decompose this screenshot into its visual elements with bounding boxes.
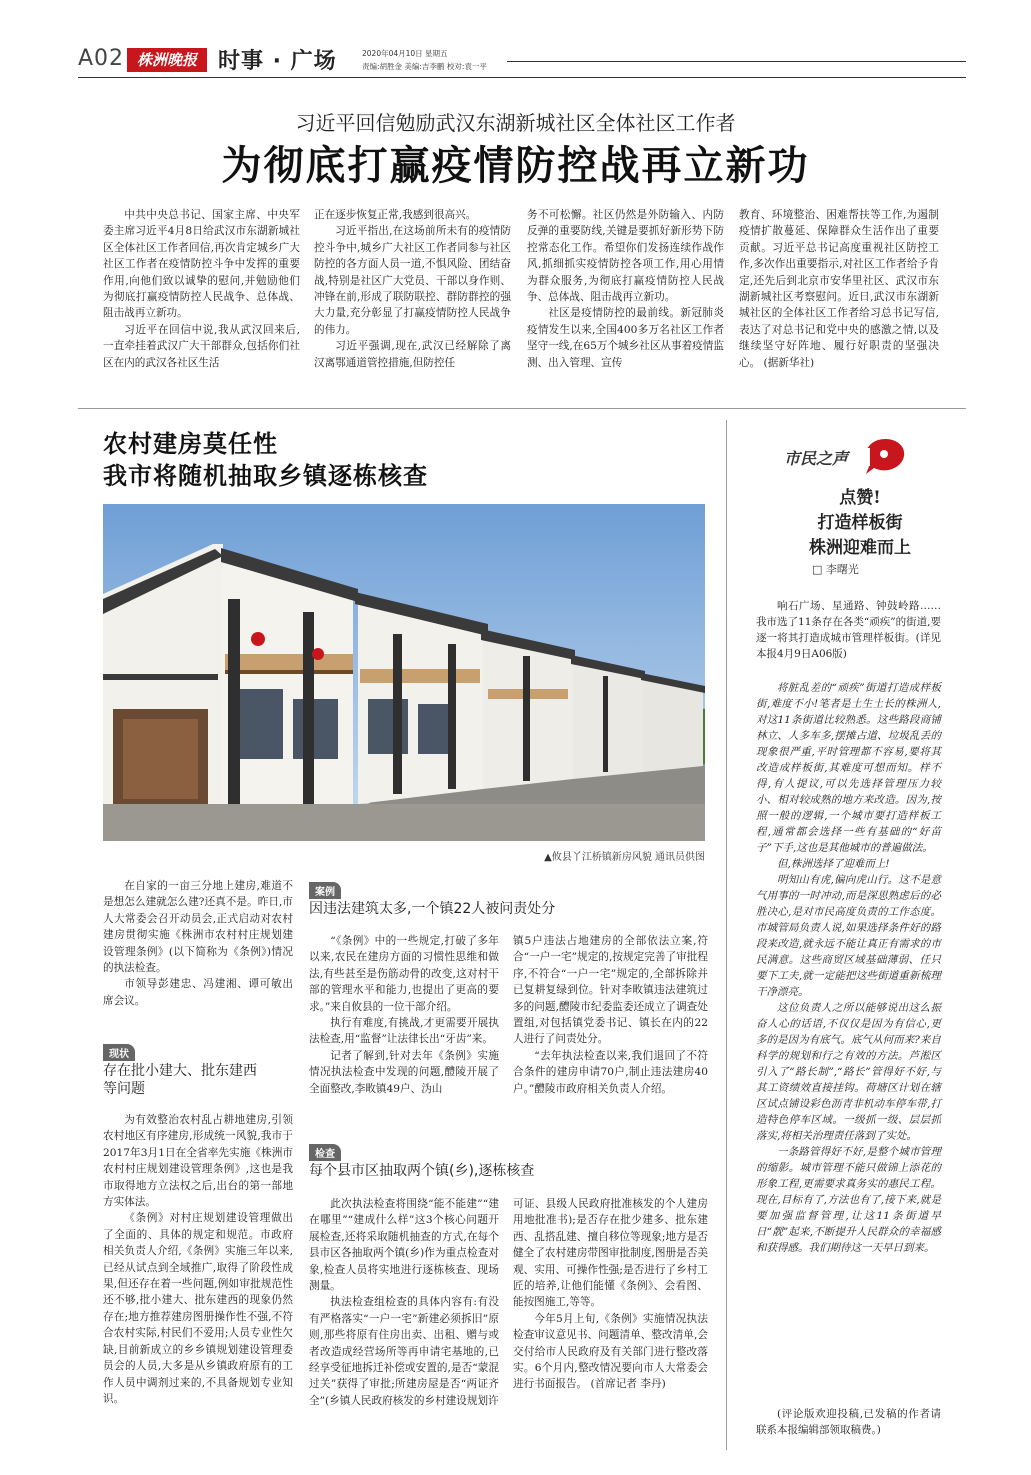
story2-headline-line2: 我市将随机抽取乡镇逐栋核查 — [103, 461, 428, 490]
lead-paragraph: 正在逐步恢复正常,我感到很高兴。 — [314, 209, 477, 221]
lead-paragraph: 习近平在回信中说,我从武汉回来后,一直牵挂着武汉广大干部群众,包括你们社区在内的武汉各社区生活 — [103, 323, 300, 369]
citizen-voice-badge — [782, 434, 912, 478]
case-tag — [309, 880, 341, 899]
story2-paragraph: 为有效整治农村乱占耕地建房,引领农村地区有序建房,形成统一风貌,我市于2017年3月1日在全省率先实施《株洲市农村村庄规划建设管理条例》,这也是我市取得地方立法权之后,出台的第一部地方实体法。 — [103, 1114, 293, 1209]
header-rule-upper — [507, 61, 966, 62]
lead-kicker: 习近平回信勉励武汉东湖新城社区全体社区工作者 — [295, 111, 736, 135]
page-number: A02 — [78, 46, 125, 71]
status-tag — [103, 1042, 135, 1061]
badge-text: 市民之声 — [784, 449, 849, 468]
case-column-2 — [513, 933, 708, 1097]
story2-paragraph: 此次执法检查将围绕“能不能建”“建在哪里”“建成什么样”这3个核心问题开展检查,还将采取随机抽查的方式,在每个县市区各抽取两个镇(乡)作为重点检查对象,检查人员将实地进行逐栋核查、现场测量。 — [309, 1198, 499, 1293]
story2-paragraph: 执法检查组检查的具体内容有:有没有严格落实“一户一宅”新建必须拆旧”原则,那些将原有住房出卖、出租、赠与或者改造成经营场所等再申请宅基地的,已经享受征地拆迁补偿或安置的,是否“蒙混过关”获得了审批;所建房屋是否“两证齐全”(乡镇人民政府核发的乡村建设规划许 — [309, 1296, 499, 1407]
opinion-body — [756, 680, 941, 1256]
lead-paragraph: 中共中央总书记、国家主席、中央军委主席习近平4月8日给武汉市东湖新城社区全体社区工作者回信,再次肯定城乡广大社区工作者在疫情防控斗争中发挥的重要作用,向他们致以诚挚的慰问,并勉励他们为彻底打赢疫情防控人民战争、总体战、阻击战再立新功。 — [103, 209, 300, 320]
story2-paragraph: 记者了解到,针对去年《条例》实施情况执法检查中发现的问题,醴陵开展了全面整改,李畋镇49户、沩山 — [309, 1049, 499, 1095]
status-subhead-line1: 存在批小建大、批东建西 — [103, 1063, 257, 1079]
status-subhead-line2: 等问题 — [103, 1081, 145, 1097]
story2-paragraph: 《条例》对村庄规划建设管理做出了全面的、具体的规定和规范。市政府相关负责人介绍,《条例》实施三年以来,已经从试点到全域推广,取得了阶段性成果,但还存在着一些问题,例如审批规范性还不够,批小建大、批东建西的现象仍然存在;地方推荐建房图册操作性不强,不符合农村实际,村民们不爱用;人员专业性欠缺,目前新成立的乡乡镇规划建设管理委员会的人员,大多是从乡镇政府原有的工作人员中调剂过来的,不具备规划专业知识。 — [103, 1212, 293, 1405]
opinion-paragraph: 响石广场、星通路、钟鼓岭路……我市选了11条存在各类“顽疾”的街道,要逐一将其打造成城市管理样板街。(详见本报4月9日A06版) — [756, 600, 941, 660]
case-column-1 — [309, 933, 499, 1097]
story2-paragraph: “《条例》中的一些规定,打破了多年以来,农民在建房方面的习惯性思维和做法,有些甚至是伤筋动骨的改变,这对村干部的管理水平和能力,也提出了更高的要求。”来自攸县的一位干部介绍。 — [309, 935, 499, 1013]
story2-paragraph: 执行有难度,有挑战,才更需要开展执法检查,用“监督”让法律长出“牙齿”来。 — [309, 1017, 499, 1046]
status-text — [103, 1112, 293, 1407]
issue-date: 2020年04月10日 星期五 — [362, 49, 448, 58]
story2-paragraph: 今年5月上旬,《条例》实施情况执法检查审议意见书、问题清单、整改清单,会交付给市人民政府及有关部门进行整改落实。6个月内,整改情况要向市人大常委会进行书面报告。 (首席记者 李丹) — [513, 1312, 708, 1391]
lead-column-3 — [527, 207, 724, 371]
opinion-paragraph: 一条路管得好不好,是整个城市管理的缩影。城市管理不能只做锦上添花的形象工程,更需要求真务实的惠民工程。现在,目标有了,方法也有了,接下来,就是要加强监督管理,让这11条街道早日“靓”起来,不断提升人民群众的幸福感和获得感。我们期待这一天早日到来。 — [756, 1146, 941, 1254]
check-column-2 — [513, 1196, 708, 1393]
opinion-headline-line3: 株洲迎难而上 — [809, 538, 911, 558]
case-subhead: 因违法建筑太多,一个镇22人被问责处分 — [309, 901, 556, 917]
status-subhead — [103, 1062, 293, 1098]
opinion-footer — [756, 1406, 941, 1438]
lead-paragraph: 教育、环境整治、困难帮扶等工作,为遏制疫情扩散蔓延、保障群众生活作出了重要贡献。习近平总书记高度重视社区防控工作,多次作出重要指示,对社区工作者给予肯定,还先后到北京市安华里社区、武汉市东湖新城社区考察慰问。近日,武汉市东湖新城社区的全体社区工作者给习总书记写信,表达了对总书记和党中央的感激之情,以及继续坚守好阵地、履行好职责的坚强决心。 (据新华社) — [739, 209, 939, 369]
lead-column-1 — [103, 207, 300, 371]
paper-logo: 株洲晚报 — [127, 48, 207, 72]
opinion-intro — [756, 598, 941, 662]
lead-paragraph: 习近平指出,在这场前所未有的疫情防控斗争中,城乡广大社区工作者同参与社区防控的各方面人员一道,不惧风险、团结奋战,特别是社区广大党员、干部以身作则、冲锋在前,形成了联防联控、群防群控的强大力量,充分彰显了打赢疫情防控人民战争的伟力。 — [314, 225, 511, 336]
case-tag-label: 案例 — [309, 882, 341, 899]
opinion-paragraph: 明知山有虎,偏向虎山行。这不是意气用事的一时冲动,而是深思熟虑后的必胜决心,是对市民高度负责的工作态度。市城管局负责人说,如果选择条件好的路段来改造,就永远不能让真正有需求的市民满意。这些商贸区域基础薄弱、任只要下工夫,就一定能把这些街道重新梳理干净漂亮。 — [756, 874, 941, 998]
column-rule — [726, 420, 727, 1450]
check-column-1 — [309, 1196, 499, 1409]
status-tag-label: 现状 — [103, 1044, 135, 1061]
story2-intro — [103, 878, 293, 1009]
lead-column-2 — [314, 207, 511, 371]
opinion-byline: □ 李曙光 — [812, 563, 859, 576]
check-subhead: 每个县市区抽取两个镇(乡),逐栋核查 — [309, 1163, 535, 1179]
section-name: 时事 · 广场 — [218, 49, 337, 74]
opinion-paragraph: 但,株洲选择了迎难而上! — [777, 858, 890, 870]
lead-headline: 为彻底打赢疫情防控战再立新功 — [221, 143, 810, 189]
lead-paragraph: 习近平强调,现在,武汉已经解除了离汉离鄂通道管控措施,但防控任 — [314, 340, 511, 369]
check-tag — [309, 1142, 341, 1161]
photo-caption: ▲攸县丫江桥镇新房风貌 通讯员供图 — [544, 852, 705, 863]
check-tag-label: 检查 — [309, 1144, 341, 1161]
story2-paragraph: 市领导彭建忠、冯建湘、谭可敏出席会议。 — [103, 978, 293, 1007]
lead-paragraph: 务不可松懈。社区仍然是外防输入、内防反弹的重要防线,关键是要抓好新形势下防控常态化工作。希望你们发扬连续作战作风,抓细抓实疫情防控各项工作,用心用情为群众服务,为彻底打赢疫情防控人民战争、总体战、阻击战再立新功。 — [527, 209, 724, 304]
opinion-headline-line2: 打造样板街 — [817, 513, 903, 533]
editor-credits: 责编:胡胜金 美编:吉李鹏 校对:袁一平 — [362, 62, 487, 71]
opinion-footer-text: (评论版欢迎投稿,已发稿的作者请联系本报编辑部领取稿费。) — [756, 1408, 941, 1436]
story2-headline-line1: 农村建房莫任性 — [103, 429, 278, 458]
lead-paragraph: 社区是疫情防控的最前线。新冠肺炎疫情发生以来,全国400多万名社区工作者坚守一线,在65万个城乡社区从事着疫情监测、出入管理、宣传 — [527, 307, 724, 369]
story2-paragraph: 镇5户违法占地建房的全部依法立案,符合“一户一宅”规定的,按规定完善了审批程序,不符合“一户一宅”规定的,全部拆除并已复耕复绿到位。针对李畋镇违法建筑过多的问题,醴陵市纪委监委还成立了调查处置组,对包括镇党委书记、镇长在内的22人进行了问责处分。 — [513, 935, 708, 1046]
story2-paragraph: “去年执法检查以来,我们退回了不符合条件的建房申请70户,制止违法建房40户。”醴陵市政府相关负责人介绍。 — [513, 1049, 708, 1095]
header-rule — [78, 77, 966, 78]
lead-column-4 — [739, 207, 939, 371]
village-houses-photo — [103, 504, 705, 841]
story2-paragraph: 在自家的一亩三分地上建房,难道不是想怎么建就怎么建?还真不是。昨日,市人大常委会召开动员会,正式启动对农村建房贯彻实施《株洲市农村村庄规划建设管理条例》(以下简称为《条例》)情况的执法检查。 — [103, 880, 293, 975]
section-divider — [78, 408, 966, 409]
story2-paragraph: 可证、县级人民政府批准核发的个人建房用地批准书);是否存在批少建多、批东建西、乱搭乱建、擅自移位等现象;地方是否健全了农村建房带图审批制度,图册是否美观、实用、可操作性强;是否进行了乡村工匠的培养,让他们能懂《条例》、会看图、能按图施工,等等。 — [513, 1198, 708, 1309]
opinion-headline-line1: 点赞! — [839, 488, 881, 508]
opinion-paragraph: 这位负责人之所以能够说出这么振奋人心的话语,不仅仅是因为有信心,更多的是因为有底气。底气从何而来?来自科学的规划和行之有效的方法。芦淞区引入了“路长制”,“路长”管得好不好,与其工资绩效直接挂钩。荷塘区计划在辖区试点铺设彩色沥青非机动车停车带,打造特色停车区域。一级抓一级、层层抓落实,将相关治理责任落到了实处。 — [756, 1002, 941, 1142]
opinion-paragraph: 将脏乱差的“顽疾”街道打造成样板街,难度不小!笔者是土生土长的株洲人,对这11条街道比较熟悉。这些路段商铺林立、人多车多,摆摊占道、垃圾乱丢的现象很严重,平时管理都不容易,要将其改造成样板街,其难度可想而知。样不得,有人提议,可以先选择管理压力较小、相对较成熟的地方来改造。因为,按照一般的逻辑,一个城市要打造样板工程,通常都会选择一些有基础的“好苗子”下手,这也是其他城市的普遍做法。 — [756, 682, 941, 854]
